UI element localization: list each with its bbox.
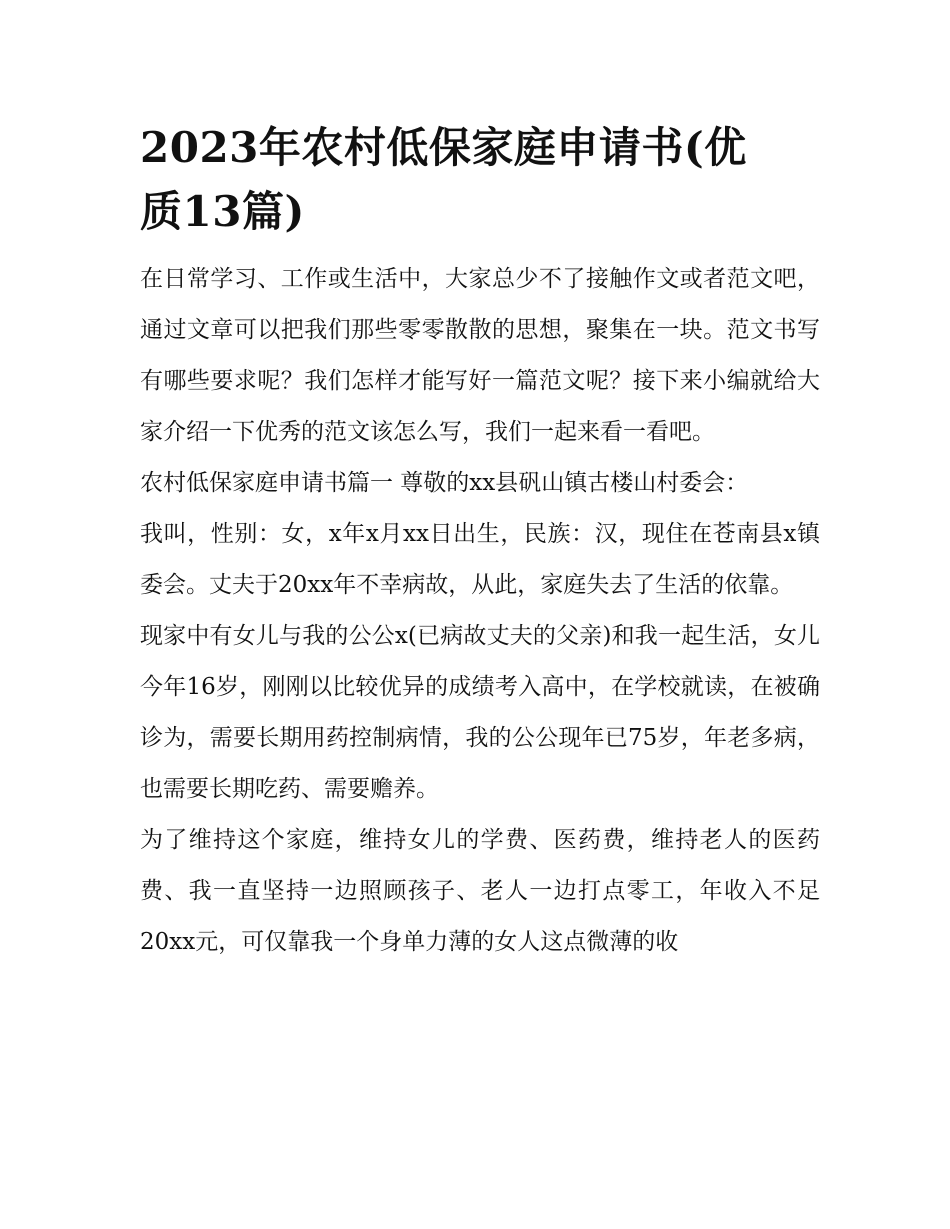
document-page [140, 116, 820, 968]
document-title: 2023年农村低保家庭申请书(优质13篇) [140, 123, 747, 236]
intro-paragraph: 在日常学习、工作或生活中，大家总少不了接触作文或者范文吧，通过文章可以把我们那些零零散散的思想，聚集在一块。范文书写有哪些要求呢？我们怎样才能写好一篇范文呢？接下来小编就给大家介绍一下优秀的范文该怎么写，我们一起来看一看吧。 [140, 266, 820, 445]
body-paragraph: 现家中有女儿与我的公公x(已病故丈夫的父亲)和我一起生活，女儿今年16岁，刚刚以比较优异的成绩考入高中，在学校就读，在被确诊为，需要长期用药控制病情，我的公公现年已75岁，年老多病，也需要长期吃药、需要赡养。 [140, 623, 820, 802]
body-paragraph: 我叫，性别：女，x年x月xx日出生，民族：汉，现住在苍南县x镇委会。丈夫于20xx年不幸病故，从此，家庭失去了生活的依靠。 [140, 521, 820, 598]
salutation-paragraph: 农村低保家庭申请书篇一 尊敬的xx县矾山镇古楼山村委会： [140, 470, 749, 496]
body-paragraph: 为了维持这个家庭，维持女儿的学费、医药费，维持老人的医药费、我一直坚持一边照顾孩子、老人一边打点零工，年收入不足20xx元，可仅靠我一个身单力薄的女人这点微薄的收 [140, 827, 820, 955]
